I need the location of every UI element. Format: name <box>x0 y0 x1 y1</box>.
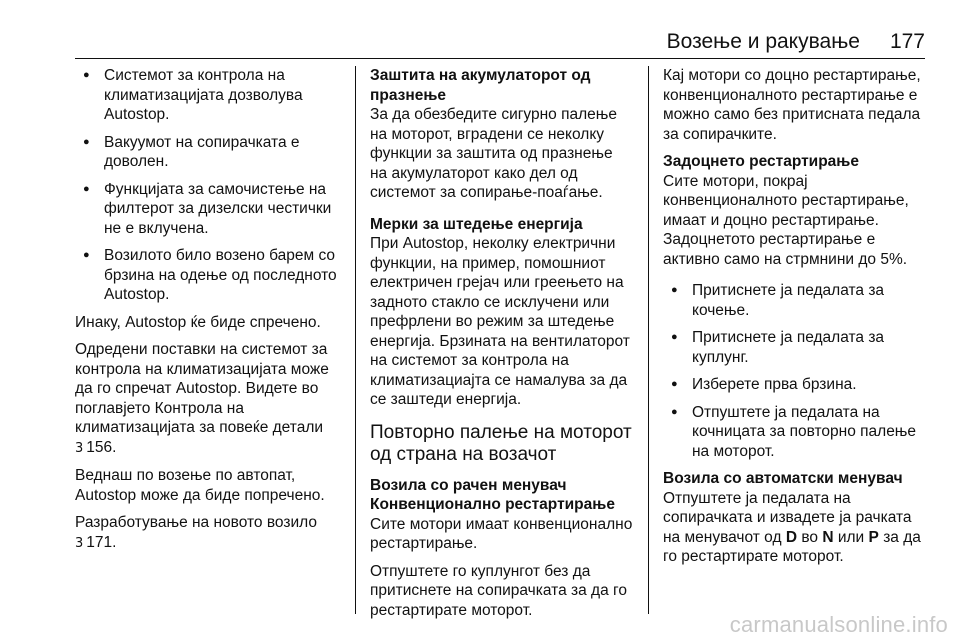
column-divider-1 <box>355 66 356 614</box>
subheading: Конвенционално рестартирање <box>370 496 615 513</box>
column-2 <box>370 66 634 628</box>
list-item: ● Притиснете ја педалата за куплунг. <box>663 328 927 367</box>
list-item: ● Вакуумот на сопирачката е доволен. <box>75 133 343 172</box>
page-header <box>667 30 925 54</box>
page-number: 177 <box>889 30 925 53</box>
subheading: Мерки за штедење енергија <box>370 215 583 233</box>
section-heading: Повторно палење на моторот од страна на возачот <box>370 421 632 465</box>
header-rule <box>75 58 925 59</box>
paragraph: Кај мотори со доцно рестартирање, конвенционалното рестартирање е можно само без притисната педала за сопирачките. <box>663 67 921 143</box>
list-item: ● Возилото било возено барем со брзина на одење од последното Autostop. <box>75 246 343 305</box>
paragraph <box>663 489 927 567</box>
page-ref-icon: 3 <box>75 535 84 551</box>
list-item: ● Притиснете ја педалата за кочење. <box>663 281 927 320</box>
paragraph: Сите мотори имаат конвенционално рестартирање. <box>370 515 633 552</box>
list-item: ● Отпуштете ја педалата на кочницата за повторно палење на моторот. <box>663 403 927 462</box>
paragraph: За да обезбедите сигурно палење на моторот, вградени се неколку функции за заштита од празнење на акумулаторот како дел од системот за сопирање-поаѓање. <box>370 106 617 201</box>
subheading: Задоцнето рестартирање <box>663 153 859 170</box>
subheading: Возила со автоматски менувач <box>663 470 903 487</box>
paragraph: Сите мотори, покрај конвенционалното рестартирање, имаат и доцно рестартирање. Задоцнетото рестартирање е активно само на стрмнини до 5%. <box>663 172 909 268</box>
column-3 <box>663 66 927 575</box>
conditions-list <box>75 66 343 305</box>
steps-list <box>663 281 927 461</box>
column-divider-2 <box>648 66 649 614</box>
paragraph-text: или <box>837 528 865 546</box>
page-ref-icon: 3 <box>75 440 84 456</box>
paragraph: Инаку, Autostop ќе биде спречено. <box>75 313 321 331</box>
gear-d: D <box>785 528 798 546</box>
paragraph: Веднаш по возење по автопат, Autostop може да биде попречено. <box>75 467 325 504</box>
watermark: carmanualsonline.info <box>729 612 948 637</box>
subheading: Возила со рачен менувач <box>370 476 567 494</box>
paragraph: При Autostop, неколку електрични функции, на пример, помошниот електричен грејач или греењето на задното стакло се исклучени или префрлени во режим за штедење енергија. Брзината на вентилаторот на системот за контрола на климатизациајта се намалува за да се заштеди енергија. <box>370 235 630 408</box>
paragraph <box>75 340 343 458</box>
paragraph-text: во <box>801 528 819 546</box>
subheading: Заштита на акумулаторот од празнење <box>370 67 591 104</box>
list-item: ● Системот за контрола на климатизацијата дозволува Autostop. <box>75 66 343 125</box>
list-item: ● Изберете прва брзина. <box>663 375 927 395</box>
page-ref-link[interactable]: 156. <box>86 438 117 456</box>
paragraph-text: за да го рестартирате моторот. <box>663 528 921 565</box>
page-ref-link[interactable]: 171. <box>86 533 117 551</box>
gear-n: N <box>822 528 834 546</box>
paragraph <box>75 513 343 553</box>
gear-p: P <box>868 528 879 546</box>
section-title: Возење и ракување <box>666 30 860 53</box>
paragraph-text: Одредени поставки на системот за контрола на климатизацијата може да го спречат Autostop. Видете во поглавјето Контрола на климатизацијата за повеќе детали <box>75 341 329 436</box>
paragraph-text: Отпуштете ја педалата на сопирачката и извадете ја рачката на менувачот од <box>663 489 912 546</box>
paragraph-text: Разработување на новото возило <box>75 514 317 531</box>
paragraph: Отпуштете го куплунгот без да притиснете на сопирачката за да го рестартирате моторот. <box>370 562 627 619</box>
list-item: ● Функцијата за самочистење на филтерот за дизелски честички не е вклучена. <box>75 180 343 239</box>
column-1 <box>75 66 343 561</box>
